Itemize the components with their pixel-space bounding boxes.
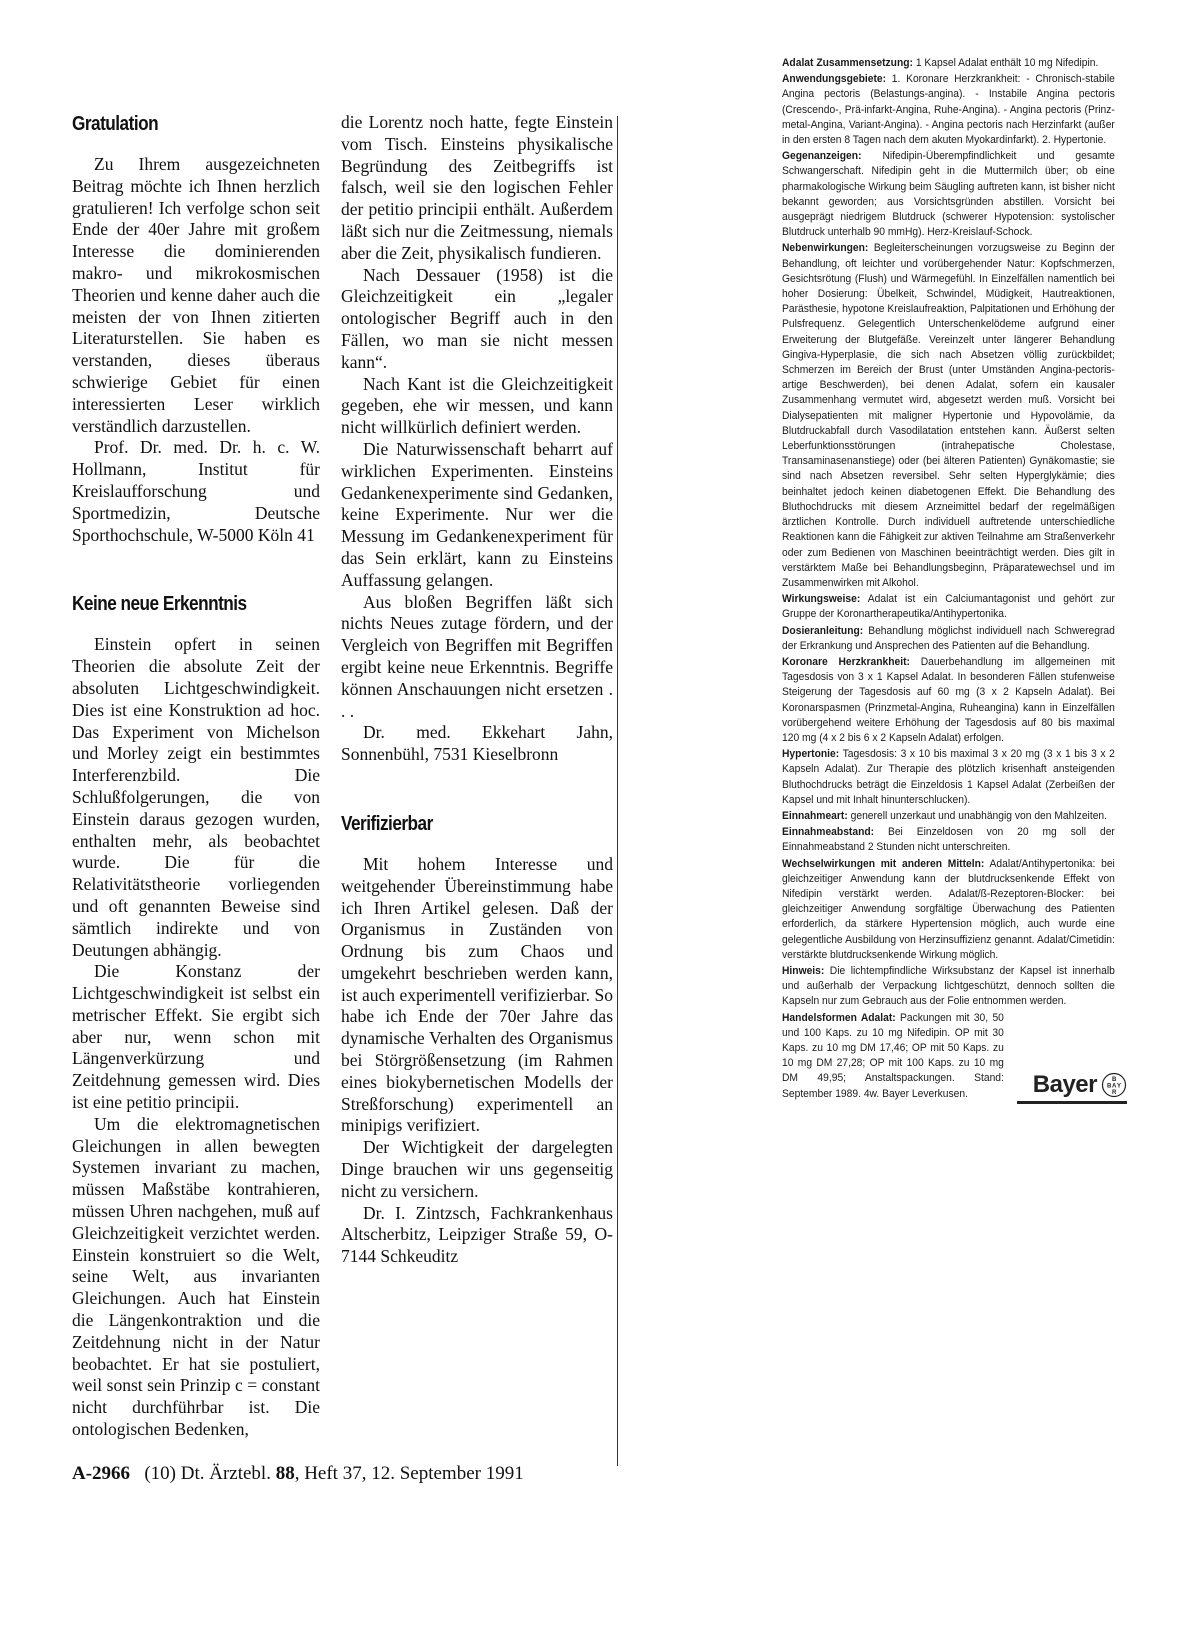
product-info-text: Nifedipin-Überempfindlichkeit und gesamte Schwangerschaft. Nifedipin geht in die Muttermilch über; ob eine pharmakologische Wirkung beim Säugling auftreten kann, ist bisher nicht bekannt geworden; aus Vorsichtsgründen abstillen. Vorsicht bei ausgeprägt niedrigem Blutdruck (schwerer Hypotension: systolischer Blutdruck unterhalb 90 mmHg). Herz-Kreislauf-Schock. bbox=[782, 150, 1115, 239]
product-info-label: Einnahmeabstand: bbox=[782, 826, 875, 839]
svg-text:R: R bbox=[1112, 1089, 1117, 1096]
heading-verifizierbar: Verifizierbar bbox=[341, 812, 433, 835]
product-info-text: Begleiterscheinungen vorzugsweise zu Beginn der Behandlung, oft leichter und vorübergehender Natur: Kopfschmerzen, Gesichtsrötung (Flush) und Wärmegefühl. In Einzelfällen namentlich bei hoher Dosierung: Übelkeit, Schwindel, Müdigkeit, Hautreaktionen, Parästhesie, hypotone Kreislaufreaktion, Palpitationen und Erhöhung der Pulsfrequenz. Gelegentlich Unterschenkelödeme aufgrund einer Erweiterung der Blutgefäße. Vereinzelt unter längerer Behandlung Gingiva-Hyperplasie, die sich nach Absetzen völlig zurückbildet; Schmerzen im Bereich der Brust (unter Umständen Angina-pectoris-artige Beschwerden), bei denen Adalat, sofern ein kausaler Zusammenhang vermutet wird, abgesetzt werden muß. Vorsicht bei Dialysepatienten mit maligner Hypertonie und Hypovolämie, da Blutdruckabfall durch Vasodilatation entstehen kann. Äußerst selten Leberfunktionsstörungen (intrahepatische Cholestase, Transaminasenanstiege) oder (bei älteren Patienten) Gynäkomastie; sie sind nach Absetzen reversibel. Sehr selten Hyperglykämie; dies beinhaltet jedoch keinen diabetogenen Effekt. Die Behandlung des Bluthochdrucks mit diesem Arzneimittel bedarf der regelmäßigen ärztlichen Kontrolle. Durch individuell auftretende unterschiedliche Reaktionen kann die Fähigkeit zur aktiven Teilnahme am Straßenverkehr oder zum Bedienen von Maschinen beeinträchtigt werden. Dies gilt in verstärktem Maße bei Behandlungsbeginn, Präparatewechsel und im Zusammenwirken mit Alkohol. bbox=[782, 242, 1115, 589]
column-divider bbox=[617, 116, 618, 1466]
bayer-underline bbox=[1017, 1101, 1127, 1104]
product-info-text: Adalat/Antihypertonika: bei gleichzeitiger Anwendung kann der blutdrucksenkende Effekt von Nifedipin verstärkt werden. Adalat/ß-Rezeptoren-Blocker: bei gleichzeitiger Anwendung sorgfältige Überwachung des Patienten erforderlich, da stärkere Hypertension möglich, auch wurde eine gelegentliche Ausbildung von Herzinsuffizienz genannt. Adalat/Cimetidin: verstärkte blutdrucksenkende Wirkung möglich. bbox=[782, 857, 1115, 961]
heading-gratulation: Gratulation bbox=[72, 113, 159, 135]
product-info-text: Bei Einzeldosen von 20 mg soll der Einnahmeabstand 2 Stunden nicht unterschreiten. bbox=[782, 826, 1115, 854]
product-info-label: Koronare Herzkrankheit: bbox=[782, 655, 910, 668]
bayer-cross-icon bbox=[1101, 1072, 1127, 1098]
product-info-item bbox=[782, 592, 1115, 622]
product-info-label: Anwendungsgebiete: bbox=[782, 73, 887, 86]
paragraph-naturwissenschaft: Die Naturwissenschaft beharrt auf wirklichen Experimenten. Einsteins Gedankenexperimente sind Gedanken, keine Experimente. Nur wer die Messung im Gedankenexperiment für das Sein erklärt, kann zu Einsteins Auffassung gelangen. bbox=[341, 438, 613, 590]
journal-name: (10) Dt. Ärztebl. bbox=[144, 1463, 271, 1484]
page-footer bbox=[72, 1463, 524, 1485]
product-info-label: Dosieranleitung: bbox=[782, 624, 864, 637]
bayer-logo bbox=[1033, 1072, 1127, 1098]
product-info-item bbox=[782, 964, 1115, 1010]
page-number: A-2966 bbox=[72, 1463, 131, 1484]
product-info-label: Wirkungsweise: bbox=[782, 593, 861, 606]
verifizierbar-p1: Mit hohem Interesse und weitgehender Übereinstimmung habe ich Ihren Artikel gelesen. Daß der Organismus in Zuständen von Ordnung bis zum Chaos und umgekehrt beschrieben werden kann, ist auch experimentell verifizierbar. So habe ich Ende der 70er Jahre das dynamische Verhalten des Organismus bei Störgrößensetzung (im Rahmen eines biokybernetischen Modells der Streßforschung) experimentell an minipigs verifiziert. bbox=[341, 853, 613, 1136]
left-column bbox=[72, 112, 320, 1441]
volume-number: 88 bbox=[275, 1463, 295, 1484]
adalat-product-info bbox=[782, 56, 1122, 1103]
svg-text:B: B bbox=[1107, 1083, 1112, 1090]
product-info-item bbox=[782, 747, 1115, 808]
product-info-item bbox=[782, 149, 1115, 240]
product-info-text: 1 Kapsel Adalat enthält 10 mg Nifedipin. bbox=[912, 57, 1099, 69]
svg-text:Y: Y bbox=[1117, 1083, 1122, 1090]
product-info-label: Nebenwirkungen: bbox=[782, 242, 869, 255]
product-info-item bbox=[782, 56, 1115, 71]
signature-jahn: Dr. med. Ekkehart Jahn, Sonnenbühl, 7531 Kieselbronn bbox=[341, 722, 613, 765]
product-info-item bbox=[782, 655, 1115, 746]
product-info-label: Einnahmeart: bbox=[782, 809, 848, 822]
handelsformen-row bbox=[782, 1011, 1122, 1102]
svg-text:A: A bbox=[1112, 1083, 1117, 1090]
bayer-wordmark: Bayer bbox=[1032, 1071, 1097, 1099]
handelsformen-label: Handelsformen Adalat: bbox=[782, 1011, 896, 1024]
product-info-label: Wechselwirkungen mit anderen Mitteln: bbox=[782, 857, 985, 870]
paragraph-begriffe: Aus bloßen Begriffen läßt sich nichts Neues zutage fördern, und der Vergleich von Begriffen mit Begriffen ergibt keine neue Erkenntnis. Begriffe können Anschauungen nicht ersetzen . . . bbox=[341, 591, 613, 721]
product-info-item bbox=[782, 809, 1115, 824]
product-info-label: Hinweis: bbox=[782, 964, 825, 977]
product-info-label: Hypertonie: bbox=[782, 748, 840, 761]
verifizierbar-p2: Der Wichtigkeit der dargelegten Dinge brauchen wir uns gegenseitig nicht zu versichern. bbox=[341, 1137, 613, 1201]
handelsformen-text: Handelsformen Adalat: Packungen mit 30, 50 und 100 Kaps. zu 10 mg Nifedipin. OP mit 30 Kaps. zu 10 mg DM 17,46; OP mit 50 Kaps. zu 10 mg DM 27,28; OP mit 100 Kaps. zu 10 mg DM 49,95; Anstaltspackungen. Stand: September 1989. 4w. Bayer Leverkusen. bbox=[782, 1011, 1004, 1100]
product-info-item bbox=[782, 825, 1115, 855]
product-info-text: Behandlung möglichst individuell nach Schweregrad der Erkrankung und Ansprechen des Patienten auf die Behandlung. bbox=[782, 624, 1115, 652]
keine-neue-continuation: die Lorentz noch hatte, fegte Einstein vom Tisch. Einsteins physikalische Begründung des Zeitbegriffs ist falsch, weil sie den logischen Fehler der petitio principii enthält. Außerdem läßt sich nur die Zeitmessung, niemals aber die Zeit, physikalisch fundieren. bbox=[341, 112, 613, 263]
svg-text:B: B bbox=[1112, 1076, 1117, 1083]
product-info-text: 1. Koronare Herzkrankheit: - Chronisch-stabile Angina pectoris (Belastungs-angina). - Instabile Angina pectoris (Crescendo-, Prä-infarkt-Angina, Ruhe-Angina). - Angina pectoris (Prinz-metal-Angina, Variant-Angina). - Angina pectoris nach Herzinfarkt (außer in den ersten 8 Tagen nach dem akuten Myokardinfarkt). 2. Hypertonie. bbox=[782, 73, 1115, 147]
product-info-item bbox=[782, 72, 1115, 148]
product-info-item bbox=[782, 241, 1115, 591]
issue-date: , Heft 37, 12. September 1991 bbox=[294, 1463, 524, 1484]
heading-keine-neue-erkenntnis: Keine neue Erkenntnis bbox=[72, 593, 247, 616]
keine-neue-p2: Die Konstanz der Lichtgeschwindigkeit ist selbst ein metrischer Effekt. Sie ergibt sich aber nur, wenn schon mit Längenverkürzung und Zeitdehnung gemessen wird. Dies ist eine petitio principii. bbox=[72, 961, 320, 1113]
keine-neue-p3: Um die elektromagnetischen Gleichungen in allen bewegten Systemen invariant zu machen, müssen Maßstäbe kontrahieren, müssen Uhren nachgehen, muß auf Gleichzeitigkeit verzichtet werden. Einstein konstruiert so die Welt, seine Welt, aus invarianten Gleichungen. Auch hat Einstein die Längenkontraktion und die Zeitdehnung nicht in der Natur beobachtet. Er hat sie postuliert, weil sonst sein Prinzip c = constant nicht durchführbar ist. Die ontologischen Bedenken, bbox=[72, 1113, 320, 1440]
product-info-sections bbox=[782, 56, 1117, 1010]
keine-neue-p1: Einstein opfert in seinen Theorien die absolute Zeit der absoluten Lichtgeschwindigkeit. Dies ist eine Konstruktion ad hoc. Das Experiment von Michelson und Morley zeigt ein bestimmtes Interferenzbild. Die Schlußfolgerungen, die von Einstein daraus gezogen wurden, enthalten mehr, als beobachtet wurde. Die für die Relativitätstheorie vorliegenden und oft genannten Beweise sind sämtlich indirekte und von Deutungen abhängig. bbox=[72, 634, 320, 960]
middle-column bbox=[341, 112, 613, 1268]
product-info-item bbox=[782, 624, 1115, 654]
product-info-text: Tagesdosis: 3 x 10 bis maximal 3 x 20 mg (3 x 1 bis 3 x 2 Kapseln Adalat). Zur Therapie des plötzlich krisenhaft ansteigenden Bluthochdrucks beträgt die Einzeldosis 1 Kapsel Adalat (Zerbeißen der Kapsel und mit Inhalt hinunterschlucken). bbox=[782, 748, 1115, 806]
signature-zintzsch: Dr. I. Zintzsch, Fachkrankenhaus Altscherbitz, Leipziger Straße 59, O-7144 Schkeuditz bbox=[341, 1202, 613, 1267]
letter-gratulation-text: Zu Ihrem ausgezeichneten Beitrag möchte ich Ihnen herzlich gratulieren! Ich verfolge schon seit Ende der 40er Jahre mit großem Interesse die dominierenden makro- und mikrokosmischen Theorien und kenne daher auch die meisten der von Ihnen zitierten Literaturstellen. Sie haben es verstanden, dieses überaus schwierige Gebiet für einen interessierten Leser wirklich verständlich darzustellen. bbox=[72, 154, 320, 436]
product-info-text: Die lichtempfindliche Wirksubstanz der Kapsel ist innerhalb und außerhalb der Verpackung lichtgeschützt, dennoch sollten die Kapseln nur zum Gebrauch aus der Folie entnommen werden. bbox=[782, 964, 1115, 1008]
product-info-text: Dauerbehandlung im allgemeinen mit Tagesdosis von 3 x 1 Kapsel Adalat. In besonderen Fällen stufenweise Steigerung der Tagesdosis auf 60 mg (3 x 2 Kapseln Adalat). Bei Koronarspasmen (Prinzmetal-Angina, Ruheangina) kann in Einzelfällen vorübergehend weitere Erhöhung der Tagesdosis auf 80 bis maximal 120 mg (4 x 2 bis 6 x 2 Kapseln Adalat) erfolgen. bbox=[782, 655, 1115, 744]
paragraph-dessauer: Nach Dessauer (1958) ist die Gleichzeitigkeit ein „legaler ontologischer Begriff auch in den Fällen, wo man sie nicht messen kann“. bbox=[341, 264, 613, 372]
product-info-text: generell unzerkaut und unabhängig von den Mahlzeiten. bbox=[847, 809, 1108, 822]
product-info-label: Gegenanzeigen: bbox=[782, 150, 862, 163]
product-info-item bbox=[782, 857, 1115, 963]
signature-hollmann: Prof. Dr. med. Dr. h. c. W. Hollmann, Institut für Kreislaufforschung und Sportmedizin, Deutsche Sporthochschule, W-5000 Köln 41 bbox=[72, 437, 320, 545]
product-info-label: Adalat Zusammensetzung: bbox=[782, 57, 913, 69]
paragraph-kant: Nach Kant ist die Gleichzeitigkeit gegeben, ehe wir messen, und kann nicht willkürlich definiert werden. bbox=[341, 373, 613, 438]
product-info-text: Adalat ist ein Calciumantagonist und gehört zur Gruppe der Koronartherapeutika/Antihypertonika. bbox=[782, 593, 1115, 621]
